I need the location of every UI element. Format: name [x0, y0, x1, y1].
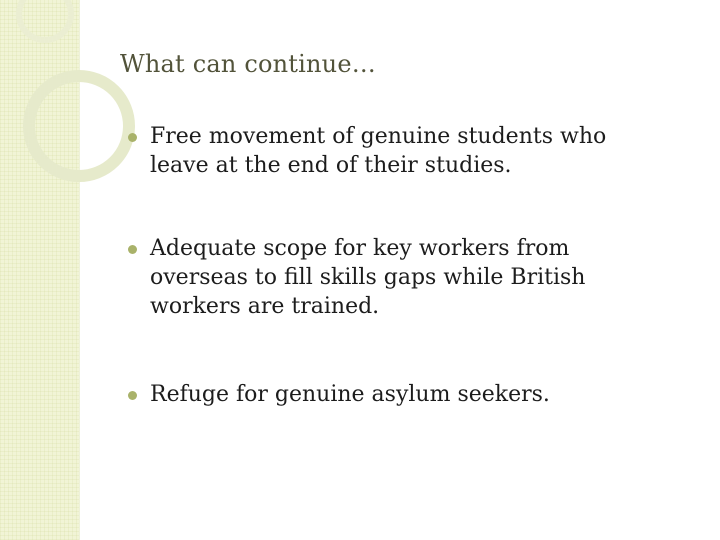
decorative-ring-small	[19, 0, 71, 40]
bullet-dot-icon	[128, 133, 137, 142]
bullet-dot-icon	[128, 391, 137, 400]
bullet-text: Refuge for genuine asylum seekers.	[150, 382, 550, 407]
slide-title: What can continue…	[120, 50, 376, 78]
decorative-ring-large	[29, 76, 129, 176]
decorative-rings	[0, 0, 120, 220]
bullet-text: Adequate scope for key workers from overseas to fill skills gaps while British workers are trained.	[150, 236, 586, 319]
bullet-text: Free movement of genuine students who leave at the end of their studies.	[150, 124, 607, 178]
bullet-dot-icon	[128, 245, 137, 254]
